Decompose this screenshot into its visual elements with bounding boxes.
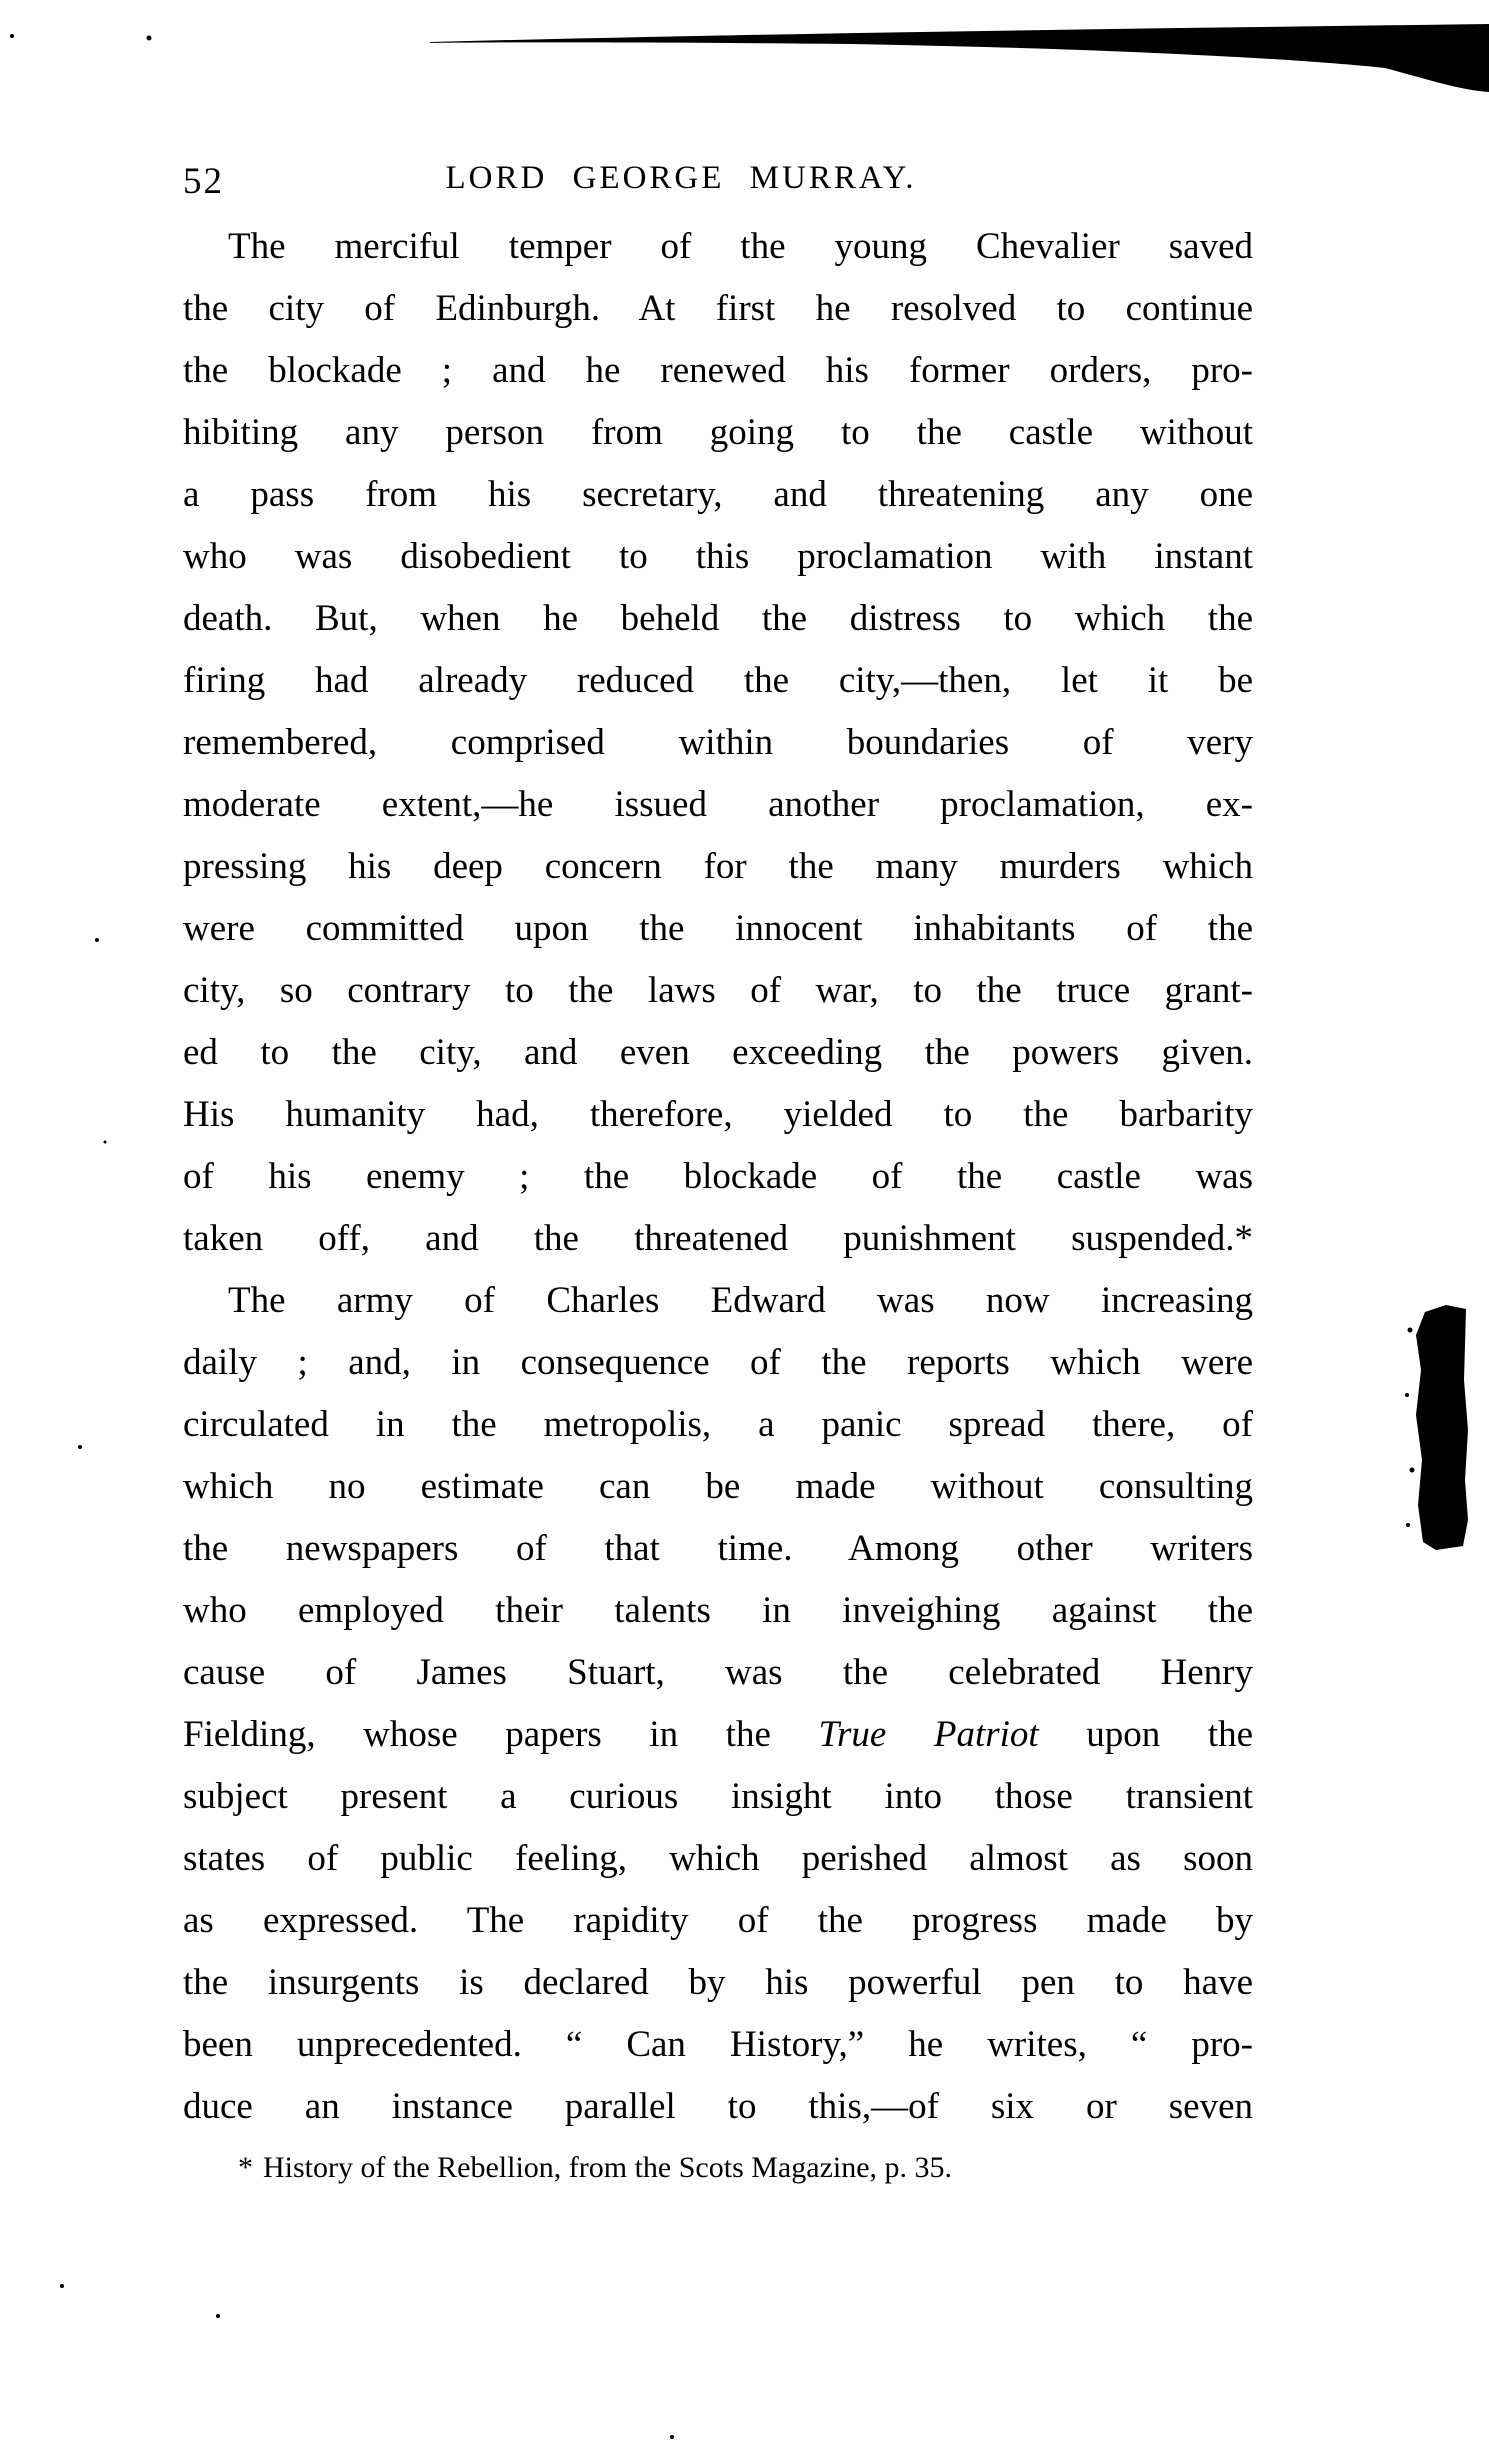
text-line: cause of James Stuart, was the celebrated Henry bbox=[183, 1652, 1253, 1693]
italic-work-title: True Patriot bbox=[818, 1714, 1039, 1755]
text-run: Fielding, whose papers in the bbox=[183, 1714, 819, 1755]
text-line: a pass from his secretary, and threatening any one bbox=[183, 474, 1253, 515]
text-line: moderate extent,—he issued another proclamation, ex- bbox=[183, 784, 1253, 825]
scan-artifact-top-wedge bbox=[430, 24, 1489, 92]
text-run: upon the bbox=[1038, 1714, 1253, 1755]
text-line: who was disobedient to this proclamation with instant bbox=[183, 536, 1253, 577]
text-line: The merciful temper of the young Chevalier saved bbox=[228, 226, 1253, 267]
running-title: LORD GEORGE MURRAY. bbox=[445, 160, 917, 196]
text-line: the blockade ; and he renewed his former orders, pro- bbox=[183, 350, 1253, 391]
text-line: city, so contrary to the laws of war, to the truce grant- bbox=[183, 970, 1253, 1011]
scan-speck bbox=[95, 938, 99, 942]
body-text bbox=[183, 216, 1253, 2138]
text-line: death. But, when he beheld the distress to which the bbox=[183, 598, 1253, 639]
scan-speck bbox=[78, 1445, 82, 1449]
text-line: subject present a curious insight into those transient bbox=[183, 1776, 1253, 1817]
text-line: states of public feeling, which perished almost as soon bbox=[183, 1838, 1253, 1879]
text-line: pressing his deep concern for the many murders which bbox=[183, 846, 1253, 887]
text-line: of his enemy ; the blockade of the castle was bbox=[183, 1156, 1253, 1197]
scan-speck bbox=[216, 2314, 220, 2318]
text-line: circulated in the metropolis, a panic spread there, of bbox=[183, 1404, 1253, 1445]
scan-artifact-right-blob bbox=[1416, 1305, 1468, 1550]
text-line: taken off, and the threatened punishment suspended.* bbox=[183, 1218, 1253, 1259]
footnote bbox=[238, 2148, 1238, 2188]
scan-speck bbox=[147, 36, 152, 41]
page-number: 52 bbox=[183, 161, 224, 202]
text-line: the newspapers of that time. Among other writers bbox=[183, 1528, 1253, 1569]
text-line: ed to the city, and even exceeding the powers given. bbox=[183, 1032, 1253, 1073]
text-line: hibiting any person from going to the castle without bbox=[183, 412, 1253, 453]
page-header bbox=[183, 160, 1253, 206]
text-line: been unprecedented. “ Can History,” he writes, “ pro- bbox=[183, 2024, 1253, 2065]
text-line: which no estimate can be made without consulting bbox=[183, 1466, 1253, 1507]
scan-speck bbox=[10, 34, 14, 38]
text-line: daily ; and, in consequence of the reports which were bbox=[183, 1342, 1253, 1383]
text-line: the insurgents is declared by his powerful pen to have bbox=[183, 1962, 1253, 2003]
text-line: The army of Charles Edward was now increasing bbox=[228, 1280, 1253, 1321]
footnote-marker: * bbox=[238, 2151, 253, 2184]
scan-speck bbox=[670, 2435, 674, 2439]
text-line: duce an instance parallel to this,—of six or seven bbox=[183, 2086, 1253, 2127]
text-line: as expressed. The rapidity of the progress made by bbox=[183, 1900, 1253, 1941]
scan-speck bbox=[104, 1141, 107, 1144]
text-line: firing had already reduced the city,—then, let it be bbox=[183, 660, 1253, 701]
text-line: the city of Edinburgh. At first he resolved to continue bbox=[183, 288, 1253, 329]
text-line bbox=[183, 1704, 1253, 1766]
text-line: His humanity had, therefore, yielded to the barbarity bbox=[183, 1094, 1253, 1135]
text-line: who employed their talents in inveighing against the bbox=[183, 1590, 1253, 1631]
text-line: were committed upon the innocent inhabitants of the bbox=[183, 908, 1253, 949]
footnote-text: History of the Rebellion, from the Scots Magazine, p. 35. bbox=[263, 2151, 953, 2184]
scan-speck bbox=[60, 2284, 64, 2288]
text-line: remembered, comprised within boundaries of very bbox=[183, 722, 1253, 763]
